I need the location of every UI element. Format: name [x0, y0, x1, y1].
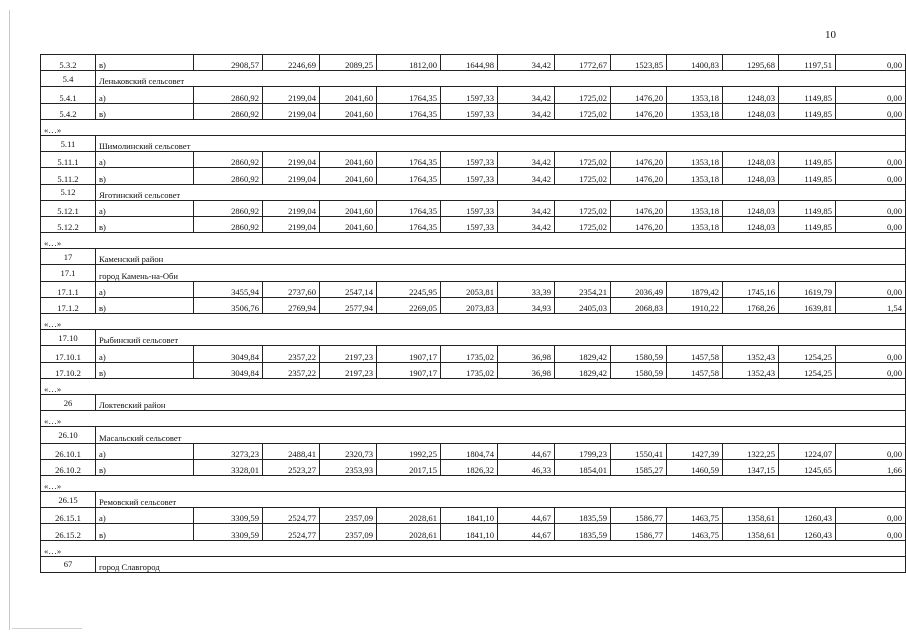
- row-label: а): [96, 152, 194, 168]
- value-cell: 1463,75: [667, 508, 723, 524]
- row-label: в): [96, 297, 194, 313]
- section-code: 5.11: [41, 135, 96, 151]
- value-cell: 2523,27: [263, 459, 320, 475]
- value-cell: 1353,18: [667, 152, 723, 168]
- value-cell: 1149,85: [779, 216, 836, 232]
- value-cell: 2320,73: [320, 443, 377, 459]
- value-cell: 1735,02: [441, 346, 498, 362]
- row-label: в): [96, 524, 194, 540]
- row-code: 17.10.2: [41, 362, 96, 378]
- value-cell: 1768,26: [723, 297, 779, 313]
- value-cell: 1550,41: [611, 443, 667, 459]
- value-cell: 2199,04: [263, 216, 320, 232]
- row-code: 17.10.1: [41, 346, 96, 362]
- section-title: Масальский сельсовет: [96, 427, 906, 443]
- value-cell: 1149,85: [779, 168, 836, 184]
- value-cell: 1149,85: [779, 87, 836, 103]
- value-cell: 0,00: [836, 103, 906, 119]
- row-label: в): [96, 459, 194, 475]
- value-cell: 1248,03: [723, 87, 779, 103]
- section-code: 26.10: [41, 427, 96, 443]
- section-row: [41, 71, 906, 87]
- section-row: [41, 492, 906, 508]
- value-cell: 1476,20: [611, 168, 667, 184]
- section-title: Локтевский район: [96, 394, 906, 410]
- value-cell: 1812,00: [377, 55, 441, 71]
- section-title: Каменский район: [96, 249, 906, 265]
- value-cell: 1745,16: [723, 281, 779, 297]
- value-cell: 1619,79: [779, 281, 836, 297]
- value-cell: 1352,43: [723, 346, 779, 362]
- value-cell: 2197,23: [320, 346, 377, 362]
- value-cell: 2357,09: [320, 524, 377, 540]
- value-cell: 2041,60: [320, 168, 377, 184]
- value-cell: 1353,18: [667, 168, 723, 184]
- value-cell: 3049,84: [194, 362, 263, 378]
- value-cell: 1580,59: [611, 346, 667, 362]
- value-cell: 2053,81: [441, 281, 498, 297]
- value-cell: 1799,23: [555, 443, 611, 459]
- value-cell: 1586,77: [611, 508, 667, 524]
- value-cell: 1358,61: [723, 508, 779, 524]
- value-cell: 2405,03: [555, 297, 611, 313]
- value-cell: 36,98: [498, 362, 555, 378]
- value-cell: 2199,04: [263, 168, 320, 184]
- value-cell: 36,98: [498, 346, 555, 362]
- value-cell: 1735,02: [441, 362, 498, 378]
- value-cell: 1725,02: [555, 168, 611, 184]
- value-cell: 0,00: [836, 281, 906, 297]
- value-cell: 1764,35: [377, 200, 441, 216]
- value-cell: 44,67: [498, 508, 555, 524]
- section-title: Яготинский сельсовет: [96, 184, 906, 200]
- section-row: [41, 184, 906, 200]
- table-row: [41, 87, 906, 103]
- value-cell: 1254,25: [779, 362, 836, 378]
- value-cell: 1804,74: [441, 443, 498, 459]
- section-title: Шимолинский сельсовет: [96, 135, 906, 151]
- table-row: [41, 524, 906, 540]
- row-code: 5.4.2: [41, 103, 96, 119]
- value-cell: 1644,98: [441, 55, 498, 71]
- value-cell: 1,66: [836, 459, 906, 475]
- table-row: [41, 346, 906, 362]
- row-label: а): [96, 508, 194, 524]
- value-cell: 0,00: [836, 152, 906, 168]
- value-cell: 1725,02: [555, 152, 611, 168]
- table-row: [41, 103, 906, 119]
- section-code: 17.1: [41, 265, 96, 281]
- value-cell: 3506,76: [194, 297, 263, 313]
- value-cell: 1597,33: [441, 200, 498, 216]
- table-row: [41, 281, 906, 297]
- ellipsis-row: [41, 540, 906, 556]
- section-title: город Славгород: [96, 556, 906, 572]
- value-cell: 1854,01: [555, 459, 611, 475]
- value-cell: 1597,33: [441, 216, 498, 232]
- value-cell: 2737,60: [263, 281, 320, 297]
- row-label: в): [96, 168, 194, 184]
- value-cell: 1829,42: [555, 362, 611, 378]
- section-row: [41, 394, 906, 410]
- value-cell: 1260,43: [779, 524, 836, 540]
- tariff-table: [40, 54, 906, 573]
- value-cell: 1764,35: [377, 216, 441, 232]
- section-row: [41, 556, 906, 572]
- value-cell: 0,00: [836, 87, 906, 103]
- value-cell: 34,42: [498, 152, 555, 168]
- value-cell: 1248,03: [723, 103, 779, 119]
- value-cell: 0,00: [836, 362, 906, 378]
- value-cell: 1764,35: [377, 103, 441, 119]
- value-cell: 3309,59: [194, 524, 263, 540]
- value-cell: 1322,25: [723, 443, 779, 459]
- value-cell: 2028,61: [377, 524, 441, 540]
- value-cell: 2089,25: [320, 55, 377, 71]
- value-cell: 1725,02: [555, 200, 611, 216]
- section-title: Рыбинский сельсовет: [96, 330, 906, 346]
- table-row: [41, 200, 906, 216]
- value-cell: 2488,41: [263, 443, 320, 459]
- value-cell: 1197,51: [779, 55, 836, 71]
- section-code: 26: [41, 394, 96, 410]
- value-cell: 1764,35: [377, 168, 441, 184]
- value-cell: 34,42: [498, 103, 555, 119]
- section-row: [41, 265, 906, 281]
- value-cell: 1826,32: [441, 459, 498, 475]
- value-cell: 0,00: [836, 346, 906, 362]
- table-row: [41, 297, 906, 313]
- value-cell: 1523,85: [611, 55, 667, 71]
- value-cell: 1460,59: [667, 459, 723, 475]
- value-cell: 2860,92: [194, 200, 263, 216]
- table-row: [41, 152, 906, 168]
- row-code: 26.15.1: [41, 508, 96, 524]
- value-cell: 1295,68: [723, 55, 779, 71]
- value-cell: 1841,10: [441, 524, 498, 540]
- value-cell: 1248,03: [723, 200, 779, 216]
- row-code: 17.1.2: [41, 297, 96, 313]
- value-cell: 1149,85: [779, 152, 836, 168]
- row-code: 5.11.2: [41, 168, 96, 184]
- table-row: [41, 459, 906, 475]
- row-code: 17.1.1: [41, 281, 96, 297]
- scan-left-edge: [9, 10, 10, 630]
- value-cell: 1457,58: [667, 362, 723, 378]
- table-row: [41, 362, 906, 378]
- value-cell: 1476,20: [611, 87, 667, 103]
- row-label: а): [96, 200, 194, 216]
- value-cell: 2246,69: [263, 55, 320, 71]
- ellipsis-row: [41, 233, 906, 249]
- value-cell: 44,67: [498, 443, 555, 459]
- value-cell: 1764,35: [377, 87, 441, 103]
- value-cell: 2860,92: [194, 152, 263, 168]
- value-cell: 2068,83: [611, 297, 667, 313]
- value-cell: 1248,03: [723, 216, 779, 232]
- table-row: [41, 216, 906, 232]
- value-cell: 1457,58: [667, 346, 723, 362]
- value-cell: 34,42: [498, 168, 555, 184]
- value-cell: 1353,18: [667, 103, 723, 119]
- value-cell: 2860,92: [194, 216, 263, 232]
- value-cell: 33,39: [498, 281, 555, 297]
- value-cell: 1353,18: [667, 200, 723, 216]
- section-title: Ремовский сельсовет: [96, 492, 906, 508]
- omission-marker: «…»: [41, 119, 906, 135]
- value-cell: 1463,75: [667, 524, 723, 540]
- value-cell: 2357,09: [320, 508, 377, 524]
- value-cell: 2357,22: [263, 362, 320, 378]
- section-code: 26.15: [41, 492, 96, 508]
- value-cell: 1224,07: [779, 443, 836, 459]
- value-cell: 2199,04: [263, 103, 320, 119]
- section-code: 67: [41, 556, 96, 572]
- omission-marker: «…»: [41, 540, 906, 556]
- omission-marker: «…»: [41, 411, 906, 427]
- value-cell: 1,54: [836, 297, 906, 313]
- value-cell: 1476,20: [611, 103, 667, 119]
- value-cell: 1149,85: [779, 200, 836, 216]
- row-label: а): [96, 443, 194, 459]
- value-cell: 0,00: [836, 200, 906, 216]
- value-cell: 2860,92: [194, 87, 263, 103]
- value-cell: 2199,04: [263, 87, 320, 103]
- omission-marker: «…»: [41, 314, 906, 330]
- value-cell: 1772,67: [555, 55, 611, 71]
- row-label: в): [96, 216, 194, 232]
- value-cell: 2354,21: [555, 281, 611, 297]
- value-cell: 1585,27: [611, 459, 667, 475]
- value-cell: 0,00: [836, 524, 906, 540]
- value-cell: 2041,60: [320, 152, 377, 168]
- value-cell: 1910,22: [667, 297, 723, 313]
- omission-marker: «…»: [41, 378, 906, 394]
- value-cell: 1347,15: [723, 459, 779, 475]
- value-cell: 0,00: [836, 508, 906, 524]
- value-cell: 1764,35: [377, 152, 441, 168]
- value-cell: 1580,59: [611, 362, 667, 378]
- row-code: 26.10.2: [41, 459, 96, 475]
- section-code: 17: [41, 249, 96, 265]
- table-row: [41, 168, 906, 184]
- value-cell: 2577,94: [320, 297, 377, 313]
- value-cell: 2199,04: [263, 200, 320, 216]
- value-cell: 1353,18: [667, 87, 723, 103]
- value-cell: 0,00: [836, 168, 906, 184]
- value-cell: 1353,18: [667, 216, 723, 232]
- value-cell: 1476,20: [611, 216, 667, 232]
- value-cell: 2860,92: [194, 168, 263, 184]
- value-cell: 2245,95: [377, 281, 441, 297]
- value-cell: 2041,60: [320, 200, 377, 216]
- section-row: [41, 135, 906, 151]
- section-title: город Камень-на-Оби: [96, 265, 906, 281]
- section-code: 5.12: [41, 184, 96, 200]
- value-cell: 0,00: [836, 55, 906, 71]
- value-cell: 1149,85: [779, 103, 836, 119]
- ellipsis-row: [41, 411, 906, 427]
- value-cell: 34,42: [498, 87, 555, 103]
- value-cell: 34,93: [498, 297, 555, 313]
- section-row: [41, 249, 906, 265]
- table-body: [41, 55, 906, 573]
- row-code: 5.4.1: [41, 87, 96, 103]
- value-cell: 0,00: [836, 443, 906, 459]
- value-cell: 1841,10: [441, 508, 498, 524]
- value-cell: 1245,65: [779, 459, 836, 475]
- section-row: [41, 330, 906, 346]
- value-cell: 1260,43: [779, 508, 836, 524]
- value-cell: 1725,02: [555, 103, 611, 119]
- ellipsis-row: [41, 475, 906, 491]
- value-cell: 2041,60: [320, 216, 377, 232]
- value-cell: 2199,04: [263, 152, 320, 168]
- value-cell: 1597,33: [441, 103, 498, 119]
- value-cell: 2908,57: [194, 55, 263, 71]
- value-cell: 1248,03: [723, 152, 779, 168]
- value-cell: 34,42: [498, 216, 555, 232]
- value-cell: 2036,49: [611, 281, 667, 297]
- value-cell: 3455,94: [194, 281, 263, 297]
- ellipsis-row: [41, 119, 906, 135]
- value-cell: 1254,25: [779, 346, 836, 362]
- value-cell: 1725,02: [555, 216, 611, 232]
- value-cell: 2028,61: [377, 508, 441, 524]
- value-cell: 3273,23: [194, 443, 263, 459]
- value-cell: 1476,20: [611, 200, 667, 216]
- value-cell: 1427,39: [667, 443, 723, 459]
- value-cell: 2769,94: [263, 297, 320, 313]
- row-code: 26.10.1: [41, 443, 96, 459]
- value-cell: 34,42: [498, 200, 555, 216]
- omission-marker: «…»: [41, 233, 906, 249]
- value-cell: 44,67: [498, 524, 555, 540]
- row-label: в): [96, 103, 194, 119]
- omission-marker: «…»: [41, 475, 906, 491]
- row-code: 5.12.1: [41, 200, 96, 216]
- row-code: 26.15.2: [41, 524, 96, 540]
- value-cell: 1835,59: [555, 508, 611, 524]
- value-cell: 1725,02: [555, 87, 611, 103]
- row-label: а): [96, 87, 194, 103]
- section-row: [41, 427, 906, 443]
- value-cell: 1639,81: [779, 297, 836, 313]
- row-label: а): [96, 281, 194, 297]
- value-cell: 2860,92: [194, 103, 263, 119]
- value-cell: 3328,01: [194, 459, 263, 475]
- ellipsis-row: [41, 378, 906, 394]
- value-cell: 3309,59: [194, 508, 263, 524]
- value-cell: 2017,15: [377, 459, 441, 475]
- value-cell: 2357,22: [263, 346, 320, 362]
- row-code: 5.3.2: [41, 55, 96, 71]
- table-row: [41, 443, 906, 459]
- value-cell: 2041,60: [320, 87, 377, 103]
- table-row: [41, 508, 906, 524]
- value-cell: 1400,83: [667, 55, 723, 71]
- value-cell: 3049,84: [194, 346, 263, 362]
- row-label: в): [96, 55, 194, 71]
- value-cell: 1835,59: [555, 524, 611, 540]
- value-cell: 2269,05: [377, 297, 441, 313]
- value-cell: 1352,43: [723, 362, 779, 378]
- value-cell: 1829,42: [555, 346, 611, 362]
- value-cell: 2524,77: [263, 524, 320, 540]
- row-label: а): [96, 346, 194, 362]
- value-cell: 1597,33: [441, 168, 498, 184]
- value-cell: 1248,03: [723, 168, 779, 184]
- value-cell: 1597,33: [441, 152, 498, 168]
- value-cell: 2547,14: [320, 281, 377, 297]
- value-cell: 46,33: [498, 459, 555, 475]
- value-cell: 2073,83: [441, 297, 498, 313]
- value-cell: 34,42: [498, 55, 555, 71]
- section-code: 5.4: [41, 71, 96, 87]
- row-label: в): [96, 362, 194, 378]
- value-cell: 1358,61: [723, 524, 779, 540]
- row-code: 5.12.2: [41, 216, 96, 232]
- scan-bottom-mark: [12, 628, 82, 629]
- value-cell: 1907,17: [377, 362, 441, 378]
- value-cell: 1597,33: [441, 87, 498, 103]
- value-cell: 1586,77: [611, 524, 667, 540]
- value-cell: 1907,17: [377, 346, 441, 362]
- value-cell: 2353,93: [320, 459, 377, 475]
- value-cell: 1476,20: [611, 152, 667, 168]
- value-cell: 2524,77: [263, 508, 320, 524]
- section-code: 17.10: [41, 330, 96, 346]
- page-number: 10: [825, 29, 836, 41]
- table-row: [41, 55, 906, 71]
- value-cell: 2197,23: [320, 362, 377, 378]
- ellipsis-row: [41, 314, 906, 330]
- row-code: 5.11.1: [41, 152, 96, 168]
- value-cell: 1879,42: [667, 281, 723, 297]
- section-title: Леньковский сельсовет: [96, 71, 906, 87]
- value-cell: 0,00: [836, 216, 906, 232]
- value-cell: 1992,25: [377, 443, 441, 459]
- value-cell: 2041,60: [320, 103, 377, 119]
